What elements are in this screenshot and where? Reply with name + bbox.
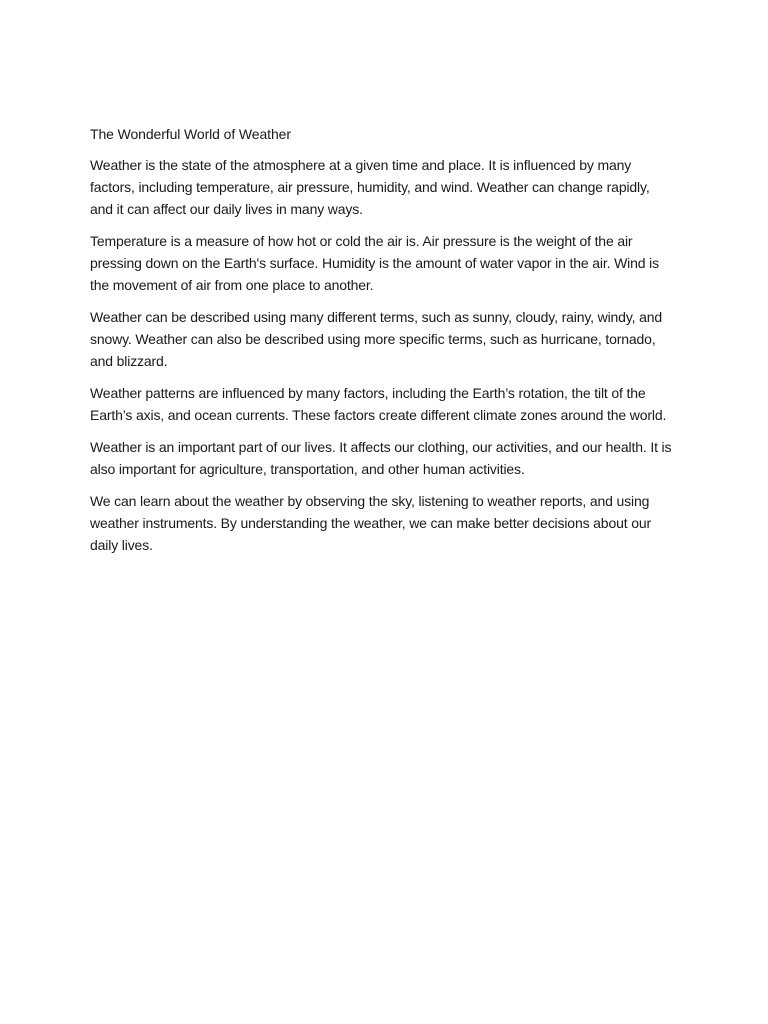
- paragraph-importance: Weather is an important part of our lives. It affects our clothing, our activities, and our health. It is also important for agriculture, transportation, and other human activities.: [90, 439, 672, 477]
- paragraph-factors: Temperature is a measure of how hot or cold the air is. Air pressure is the weight of the air pressing down on the Earth's surface. Humidity is the amount of water vapor in the air. Wind is the movement of air from one place to another.: [90, 233, 659, 293]
- paragraph-terms: Weather can be described using many different terms, such as sunny, cloudy, rainy, windy, and snowy. Weather can also be described using more specific terms, such as hurricane, tornado, and blizzard.: [90, 309, 663, 369]
- paragraph-patterns: Weather patterns are influenced by many factors, including the Earth’s rotation, the tilt of the Earth’s axis, and ocean currents. These factors create different climate zones around the world.: [90, 385, 667, 423]
- document-body: [90, 124, 676, 566]
- paragraph-learning: We can learn about the weather by observing the sky, listening to weather reports, and using weather instruments. By understanding the weather, we can make better decisions about our daily lives.: [90, 493, 651, 553]
- paragraph-definition: Weather is the state of the atmosphere at a given time and place. It is influenced by many factors, including temperature, air pressure, humidity, and wind. Weather can change rapidly, and it can affect our daily lives in many ways.: [90, 157, 650, 217]
- document-title: The Wonderful World of Weather: [90, 126, 291, 142]
